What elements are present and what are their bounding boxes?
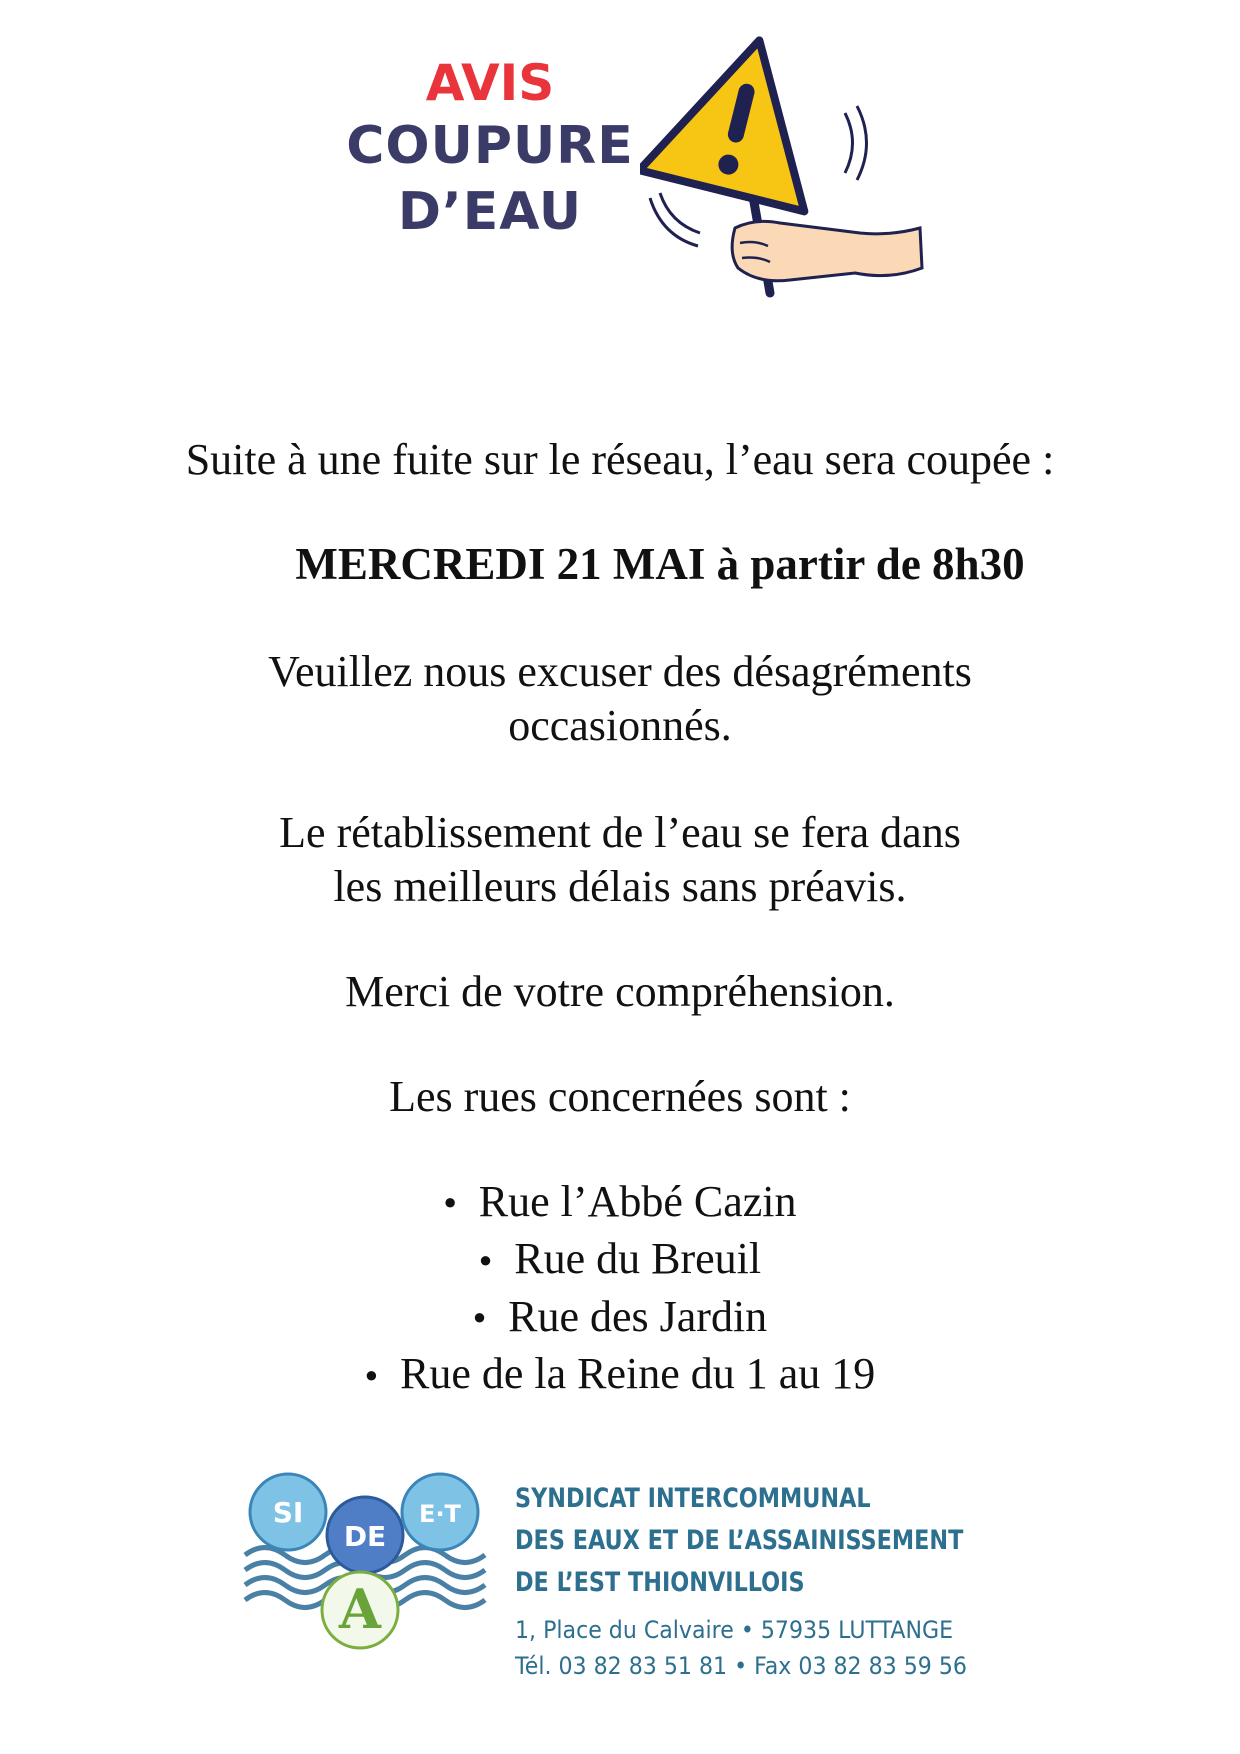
- street-list: [0, 1175, 1240, 1405]
- intro-text: Suite à une fuite sur le réseau, l’eau sera coupée :: [185, 435, 1055, 484]
- sideet-logo-icon: [240, 1460, 490, 1660]
- bullet-icon: ●: [478, 1246, 493, 1272]
- organization-contact: [515, 1612, 1006, 1684]
- warning-sign-icon: [640, 18, 950, 318]
- logo-letters-et: E·T: [419, 1500, 461, 1528]
- street-name: Rue de la Reine du 1 au 19: [399, 1349, 876, 1399]
- org-line-1: SYNDICAT INTERCOMMUNAL: [515, 1483, 871, 1514]
- street-name: Rue des Jardin: [508, 1291, 768, 1341]
- list-item: [0, 1175, 1240, 1232]
- list-item: [0, 1347, 1240, 1404]
- logo-letters-de: DE: [343, 1520, 387, 1553]
- apology-line-2: occasionnés.: [508, 701, 732, 750]
- outage-date: MERCREDI 21 MAI à partir de 8h30: [295, 539, 1025, 589]
- bullet-icon: ●: [443, 1189, 457, 1215]
- phone-fax: Tél. 03 82 83 51 81 • Fax 03 82 83 59 56: [515, 1652, 967, 1680]
- avis-label: AVIS: [425, 54, 555, 112]
- thanks-text: Merci de votre compréhension.: [345, 967, 895, 1016]
- list-item: [0, 1232, 1240, 1289]
- logo-letters-si: SI: [272, 1496, 304, 1529]
- apology-line-1: Veuillez nous excuser des désagréments: [268, 647, 972, 696]
- warning-header: [330, 18, 950, 318]
- restore-line-2: les meilleurs délais sans préavis.: [333, 862, 907, 911]
- address: 1, Place du Calvaire • 57935 LUTTANGE: [515, 1616, 954, 1644]
- street-name: Rue l’Abbé Cazin: [478, 1177, 797, 1226]
- title-line-1: COUPURE: [346, 116, 634, 176]
- organization-footer: [240, 1460, 1020, 1690]
- restore-text: [0, 806, 1240, 914]
- streets-heading: Les rues concernées sont :: [389, 1072, 851, 1121]
- logo-letter-a: A: [339, 1577, 381, 1641]
- restore-line-1: Le rétablissement de l’eau se fera dans: [279, 808, 961, 857]
- street-name: Rue du Breuil: [514, 1234, 762, 1284]
- list-item: [0, 1290, 1240, 1347]
- title-line-2: D’EAU: [397, 182, 583, 242]
- organization-name: [515, 1478, 1002, 1604]
- bullet-icon: ●: [364, 1361, 378, 1387]
- org-line-3: DE L’EST THIONVILLOIS: [515, 1567, 805, 1598]
- bullet-icon: ●: [472, 1304, 487, 1330]
- notice-title: [330, 54, 650, 252]
- org-line-2: DES EAUX ET DE L’ASSAINISSEMENT: [515, 1525, 964, 1556]
- apology-text: [0, 645, 1240, 753]
